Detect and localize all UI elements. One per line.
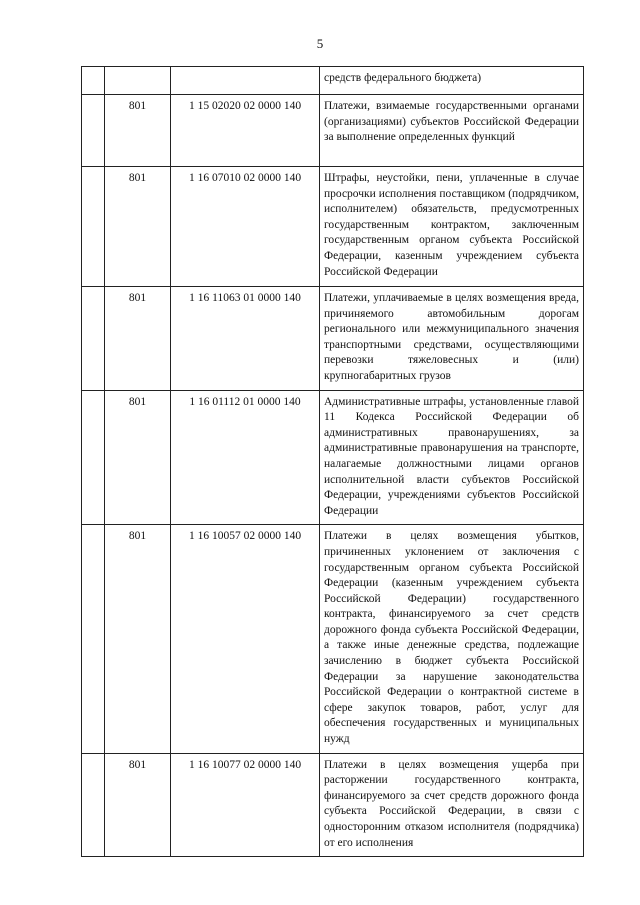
admin-code-cell: 801 xyxy=(105,287,171,391)
admin-code-cell: 801 xyxy=(105,95,171,167)
page-number: 5 xyxy=(316,36,324,51)
row-number-cell xyxy=(82,390,105,525)
description-cell: Платежи, уплачиваемые в целях возмещения вреда, причиняемого автомобильным дорогам регионального или межмуниципального значения транспортными средствами, осуществляющими перевозки тяжеловесных и (или) крупногабаритных грузов xyxy=(320,287,584,391)
table-row xyxy=(82,753,584,857)
description-cell: Административные штрафы, установленные главой 11 Кодекса Российской Федерации об административных правонарушениях, за административные правонарушения на транспорте, налагаемые должностными лицами органов исполнительной власти субъектов Российской Федерации, учреждениями субъектов Российской Федерации xyxy=(320,390,584,525)
row-number-cell xyxy=(82,753,105,857)
table-row xyxy=(82,167,584,287)
table-row xyxy=(82,525,584,753)
revenue-code-cell: 1 16 10057 02 0000 140 xyxy=(171,525,320,753)
table-row xyxy=(82,95,584,167)
description-cell: Платежи, взимаемые государственными органами (организациями) субъектов Российской Федерации за выполнение определенных функций xyxy=(320,95,584,167)
row-number-cell xyxy=(82,525,105,753)
revenue-codes-table xyxy=(81,66,584,857)
admin-code-cell: 801 xyxy=(105,390,171,525)
row-number-cell xyxy=(82,287,105,391)
revenue-code-cell: 1 15 02020 02 0000 140 xyxy=(171,95,320,167)
table-row xyxy=(82,287,584,391)
revenue-code-cell: 1 16 11063 01 0000 140 xyxy=(171,287,320,391)
admin-code-cell xyxy=(105,67,171,95)
description-cell: средств федерального бюджета) xyxy=(320,67,584,95)
description-cell: Платежи в целях возмещения убытков, причиненных уклонением от заключения с государственным органом субъекта Российской Федерации (казенным учреждением субъекта Российской Федерации) государственного контракта, финансируемого за счет средств дорожного фонда субъекта Российской Федерации, а также иные денежные средства, подлежащие зачислению в бюджет субъекта Российской Федерации за нарушение законодательства Российской Федерации о контрактной системе в сфере закупок товаров, работ, услуг для обеспечения государственных и муниципальных нужд xyxy=(320,525,584,753)
table-row xyxy=(82,390,584,525)
revenue-code-cell: 1 16 01112 01 0000 140 xyxy=(171,390,320,525)
revenue-code-cell xyxy=(171,67,320,95)
revenue-code-cell: 1 16 10077 02 0000 140 xyxy=(171,753,320,857)
admin-code-cell: 801 xyxy=(105,525,171,753)
description-cell: Платежи в целях возмещения ущерба при расторжении государственного контракта, финансируемого за счет средств дорожного фонда субъекта Российской Федерации, в связи с односторонним отказом исполнителя (подрядчика) от его исполнения xyxy=(320,753,584,857)
table-row xyxy=(82,67,584,95)
row-number-cell xyxy=(82,95,105,167)
admin-code-cell: 801 xyxy=(105,753,171,857)
admin-code-cell: 801 xyxy=(105,167,171,287)
row-number-cell xyxy=(82,167,105,287)
revenue-code-cell: 1 16 07010 02 0000 140 xyxy=(171,167,320,287)
description-cell: Штрафы, неустойки, пени, уплаченные в случае просрочки исполнения поставщиком (подрядчиком, исполнителем) обязательств, предусмотренных государственным контрактом, заключенным государственным органом субъекта Российской Федерации, казенным учреждением субъекта Российской Федерации xyxy=(320,167,584,287)
row-number-cell xyxy=(82,67,105,95)
